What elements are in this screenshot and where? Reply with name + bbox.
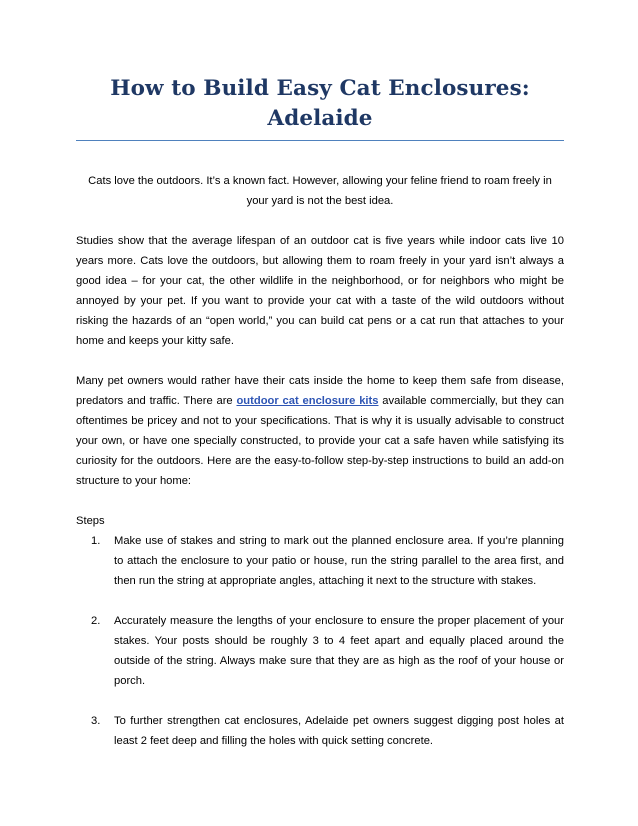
- paragraph-2-text-start: Many pet owners would rather have their cats inside the home to keep them safe from disease, predators and traffic. There are: [76, 375, 564, 407]
- intro-paragraph: Cats love the outdoors. It’s a known fact. However, allowing your feline friend to roam freely in your yard is not the best idea.: [88, 175, 552, 207]
- step-number: 3.: [91, 715, 101, 727]
- step-number: 1.: [91, 535, 101, 547]
- step-item-1: [76, 531, 564, 591]
- outdoor-cat-enclosure-kits-link[interactable]: outdoor cat enclosure kits: [236, 395, 379, 407]
- page-title: How to Build Easy Cat Enclosures: Adelaide: [110, 76, 530, 131]
- step-item-3: [76, 711, 564, 751]
- step-text: To further strengthen cat enclosures, Adelaide pet owners suggest digging post holes at least 2 feet deep and filling the holes with quick setting concrete.: [114, 715, 564, 747]
- body-paragraph-2: [76, 371, 564, 491]
- step-text: Accurately measure the lengths of your enclosure to ensure the proper placement of your stakes. Your posts should be roughly 3 to 4 feet apart and equally placed around the outside of the string. Always make sure that they are as high as the roof of your house or porch.: [114, 615, 564, 687]
- title-divider: [76, 140, 564, 141]
- paragraph-2-text-end: available commercially, but they can oftentimes be pricey and not to your specifications. That is why it is usually advisable to construct your own, or have one specially constructed, to provide your cat a safe haven while satisfying its curiosity for the outdoors. Here are the easy-to-follow step-by-step instructions to build an add-on structure to your home:: [76, 395, 564, 487]
- steps-list: [76, 531, 564, 751]
- step-text: Make use of stakes and string to mark out the planned enclosure area. If you’re planning to attach the enclosure to your patio or house, run the string parallel to the area first, and then run the string at appropriate angles, attaching it next to the structure with stakes.: [114, 535, 564, 587]
- document-page: [76, 0, 564, 771]
- body-paragraph-1: Studies show that the average lifespan of an outdoor cat is five years while indoor cats live 10 years more. Cats love the outdoors, but allowing them to roam freely in your yard isn’t always a good idea – for your cat, the other wildlife in the neighborhood, or for neighbors who might be annoyed by your pet. If you want to provide your cat with a taste of the wild outdoors without risking the hazards of an “open world,” you can build cat pens or a cat run that attaches to your home and keeps your kitty safe.: [76, 235, 564, 347]
- step-number: 2.: [91, 615, 101, 627]
- steps-heading: Steps: [76, 515, 105, 527]
- step-item-2: [76, 611, 564, 691]
